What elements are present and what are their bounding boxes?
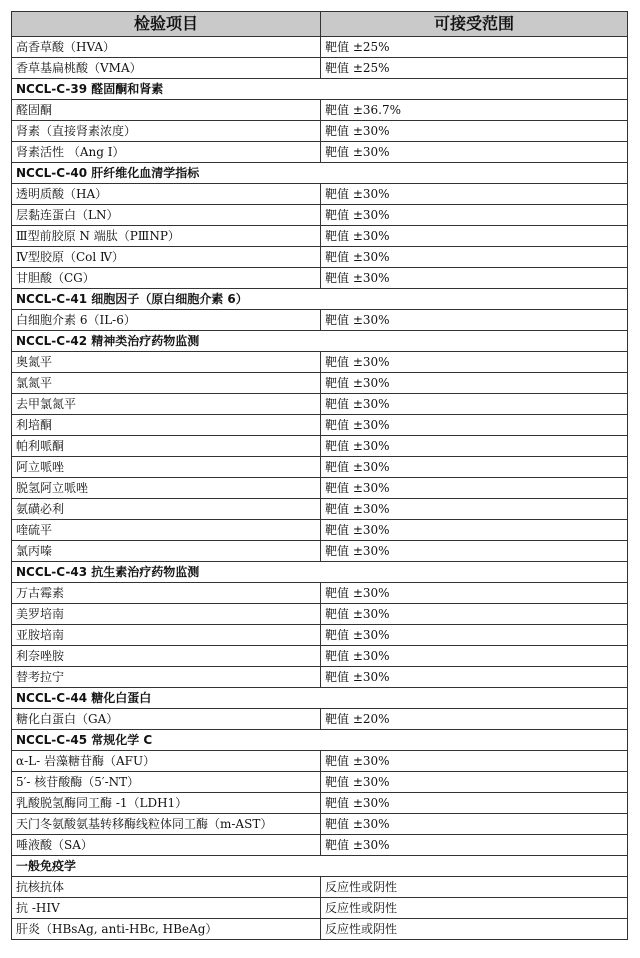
item-range: 靶值 ±30% (321, 457, 628, 478)
item-name: 高香草酸（HVA） (12, 37, 321, 58)
table-row (12, 226, 628, 247)
item-name: 香草基扁桃酸（VMA） (12, 58, 321, 79)
table-row (12, 499, 628, 520)
table-row (12, 436, 628, 457)
table-row (12, 751, 628, 772)
section-title: 一般免疫学 (12, 856, 628, 877)
item-range: 靶值 ±30% (321, 646, 628, 667)
item-name: 抗 -HIV (12, 898, 321, 919)
item-range: 靶值 ±30% (321, 625, 628, 646)
item-name: 透明质酸（HA） (12, 184, 321, 205)
item-name: 氯氮平 (12, 373, 321, 394)
item-range: 靶值 ±30% (321, 478, 628, 499)
item-name: 喹硫平 (12, 520, 321, 541)
item-range: 靶值 ±30% (321, 352, 628, 373)
table-row (12, 814, 628, 835)
table-row (12, 919, 628, 940)
section-title: NCCL-C-39 醛固酮和肾素 (12, 79, 628, 100)
item-name: 肾素活性 （Ang Ⅰ） (12, 142, 321, 163)
item-range: 靶值 ±30% (321, 121, 628, 142)
table-row (12, 142, 628, 163)
item-range: 靶值 ±30% (321, 394, 628, 415)
section-title: NCCL-C-42 精神类治疗药物监测 (12, 331, 628, 352)
table-header-row (12, 12, 628, 37)
item-range: 靶值 ±30% (321, 835, 628, 856)
table-row (12, 205, 628, 226)
item-name: 亚胺培南 (12, 625, 321, 646)
table-row (12, 457, 628, 478)
item-range: 靶值 ±30% (321, 226, 628, 247)
table-row (12, 247, 628, 268)
item-range: 靶值 ±30% (321, 373, 628, 394)
item-range: 靶值 ±30% (321, 583, 628, 604)
table-row (12, 772, 628, 793)
item-range: 反应性或阴性 (321, 919, 628, 940)
item-name: 白细胞介素 6（IL-6） (12, 310, 321, 331)
item-name: 脱氢阿立哌唑 (12, 478, 321, 499)
item-name: 利奈唑胺 (12, 646, 321, 667)
item-range: 靶值 ±30% (321, 205, 628, 226)
item-name: Ⅳ型胶原（Col Ⅳ） (12, 247, 321, 268)
table-row (12, 121, 628, 142)
header-range: 可接受范围 (321, 12, 628, 37)
table-row (12, 898, 628, 919)
table-row (12, 310, 628, 331)
table-row (12, 394, 628, 415)
table-row (12, 625, 628, 646)
item-name: 替考拉宁 (12, 667, 321, 688)
section-row (12, 331, 628, 352)
item-range: 靶值 ±30% (321, 247, 628, 268)
table-row (12, 268, 628, 289)
section-title: NCCL-C-45 常规化学 C (12, 730, 628, 751)
item-range: 反应性或阴性 (321, 898, 628, 919)
item-range: 靶值 ±30% (321, 499, 628, 520)
table-row (12, 604, 628, 625)
item-range: 靶值 ±30% (321, 814, 628, 835)
item-name: 糖化白蛋白（GA） (12, 709, 321, 730)
item-name: 甘胆酸（CG） (12, 268, 321, 289)
item-name: 美罗培南 (12, 604, 321, 625)
item-name: 利培酮 (12, 415, 321, 436)
item-name: 肝炎（HBsAg, anti-HBc, HBeAg） (12, 919, 321, 940)
section-row (12, 730, 628, 751)
item-name: 帕利哌酮 (12, 436, 321, 457)
item-range: 反应性或阴性 (321, 877, 628, 898)
section-title: NCCL-C-44 糖化白蛋白 (12, 688, 628, 709)
table-row (12, 583, 628, 604)
header-item: 检验项目 (12, 12, 321, 37)
item-range: 靶值 ±20% (321, 709, 628, 730)
item-range: 靶值 ±30% (321, 667, 628, 688)
item-name: 奥氮平 (12, 352, 321, 373)
item-name: 唾液酸（SA） (12, 835, 321, 856)
item-name: 5′- 核苷酸酶（5′-NT） (12, 772, 321, 793)
item-range: 靶值 ±25% (321, 58, 628, 79)
item-name: 抗核抗体 (12, 877, 321, 898)
item-range: 靶值 ±30% (321, 751, 628, 772)
table-row (12, 646, 628, 667)
item-range: 靶值 ±30% (321, 520, 628, 541)
table-row (12, 835, 628, 856)
section-row (12, 79, 628, 100)
item-name: 氯丙嗪 (12, 541, 321, 562)
item-name: 氨磺必利 (12, 499, 321, 520)
item-name: 层黏连蛋白（LN） (12, 205, 321, 226)
section-row (12, 289, 628, 310)
table-row (12, 100, 628, 121)
item-range: 靶值 ±30% (321, 772, 628, 793)
item-name: 去甲氯氮平 (12, 394, 321, 415)
section-title: NCCL-C-41 细胞因子（原白细胞介素 6） (12, 289, 628, 310)
table-row (12, 709, 628, 730)
item-name: 天门冬氨酸氨基转移酶线粒体同工酶（m-AST） (12, 814, 321, 835)
table-row (12, 37, 628, 58)
table-row (12, 58, 628, 79)
table-row (12, 667, 628, 688)
item-name: 醛固酮 (12, 100, 321, 121)
table-row (12, 184, 628, 205)
item-range: 靶值 ±36.7% (321, 100, 628, 121)
table-body (12, 37, 628, 940)
section-row (12, 562, 628, 583)
table-row (12, 520, 628, 541)
item-name: α-L- 岩藻糖苷酶（AFU） (12, 751, 321, 772)
item-range: 靶值 ±30% (321, 142, 628, 163)
table-row (12, 478, 628, 499)
section-row (12, 163, 628, 184)
item-range: 靶值 ±25% (321, 37, 628, 58)
item-name: 万古霉素 (12, 583, 321, 604)
section-row (12, 688, 628, 709)
item-name: 阿立哌唑 (12, 457, 321, 478)
item-range: 靶值 ±30% (321, 184, 628, 205)
section-title: NCCL-C-43 抗生素治疗药物监测 (12, 562, 628, 583)
table-row (12, 352, 628, 373)
item-range: 靶值 ±30% (321, 268, 628, 289)
item-name: 乳酸脱氢酶同工酶 -1（LDH1） (12, 793, 321, 814)
item-range: 靶值 ±30% (321, 415, 628, 436)
table-row (12, 541, 628, 562)
item-range: 靶值 ±30% (321, 541, 628, 562)
acceptance-range-table (11, 11, 628, 940)
item-name: 肾素（直接肾素浓度） (12, 121, 321, 142)
table-row (12, 793, 628, 814)
table-row (12, 373, 628, 394)
section-row (12, 856, 628, 877)
item-range: 靶值 ±30% (321, 793, 628, 814)
item-range: 靶值 ±30% (321, 604, 628, 625)
table-row (12, 415, 628, 436)
item-range: 靶值 ±30% (321, 310, 628, 331)
table-row (12, 877, 628, 898)
item-range: 靶值 ±30% (321, 436, 628, 457)
item-name: Ⅲ型前胶原 N 端肽（PⅢNP） (12, 226, 321, 247)
section-title: NCCL-C-40 肝纤维化血清学指标 (12, 163, 628, 184)
